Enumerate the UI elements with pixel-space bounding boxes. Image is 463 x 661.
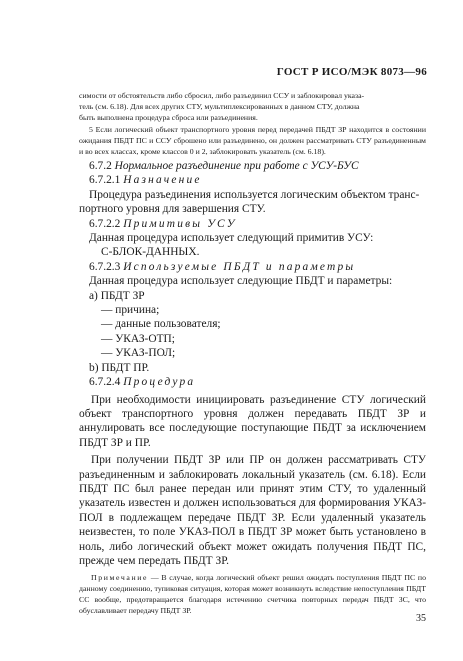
section-title: Нормальное разъединение при работе с УСУ-БУС [114, 160, 359, 172]
section-heading-6-7-2-3 [79, 260, 426, 274]
section-title: Процедура [123, 376, 196, 389]
tpdu-item-a: a) ПБДТ ЗР [89, 289, 145, 302]
tpdu-parameter: — причина; [101, 304, 160, 317]
page-number: 35 [416, 613, 426, 624]
procedure-paragraph-2: При получении ПБДТ ЗР или ПР он должен рассматривать СТУ разъединенным и заблокировать локальный указатель (см. 6.18). Если ПБДТ ПС был ранее передан или принят этим СТУ, то удаленный указатель известен и должен использоваться для формирования УКАЗ-ПОЛ в подлежащем передаче ПБДТ ЗР. Если удаленный указатель неизвестен, то поле УКАЗ-ПОЛ в ПБДТ ЗР может быть установлено в ноль, либо логический объект может ожидать получения ПБДТ ПС, прежде чем передать ПБДТ ЗР. [79, 454, 426, 567]
note-text: — В случае, когда логический объект решил ожидать поступления ПБДТ ПС по данному соединению, тупиковая ситуация, которая может возникнуть вследствие непоступления ПБДТ СС вообще, предотвращается благодаря истечению счетчика повторных передач ПБДТ ЗС, что обуславливает передачу ПБДТ ЗР. [79, 573, 426, 616]
page-header: ГОСТ Р ИСО/МЭК 8073—96 [276, 66, 427, 78]
intro-line: тель (см. 6.18). Для всех других СТУ, мультиплексированных в данном СТУ, должна [79, 102, 360, 111]
tpdu-intro: Данная процедура использует следующие ПБДТ и параметры: [89, 275, 393, 288]
procedure-paragraph-1: При необходимости инициировать разъединение СТУ логический объект транспортного уровня должен передавать ПБДТ ЗР и аннулировать все последующие поступающие ПБДТ за исключением ПБДТ ЗР и ПР. [79, 393, 426, 449]
primitives-line: Данная процедура использует следующий примитив УСУ: [89, 232, 374, 245]
tpdu-parameter: — данные пользователя; [101, 318, 221, 331]
note-5-text: 5 Если логический объект транспортного уровня перед передачей ПБДТ ЗР находится в состоянии ожидания ПБДТ ПС и ССУ сброшено или разъединено, он должен рассматривать СТУ разъединенным и во всех классах, кроме классов 0 и 2, заблокировать указатель (см. 6.18). [79, 125, 426, 156]
intro-paragraph [79, 90, 426, 123]
intro-line: быть выполнена процедура сброса или разъединения. [79, 113, 258, 122]
section-number: 6.7.2.1 [89, 174, 121, 187]
intro-line: симости от обстоятельств либо сбросил, либо разъединил ССУ и заблокировал указа- [79, 91, 365, 100]
section-number: 6.7.2.3 [89, 260, 121, 273]
tpdu-parameter: — УКАЗ-ОТП; [101, 332, 175, 345]
section-heading-6-7-2-4 [79, 375, 426, 389]
purpose-line: портного уровня для завершения СТУ. [79, 203, 266, 216]
section-number: 6.7.2 [89, 160, 112, 172]
final-note [79, 572, 426, 616]
section-heading-6-7-2 [79, 159, 426, 173]
section-number: 6.7.2.2 [89, 217, 121, 230]
page-content [79, 90, 426, 616]
note-label: Примечание [91, 573, 149, 583]
note-5 [79, 124, 426, 157]
tpdu-item-b: b) ПБДТ ПР. [89, 361, 150, 374]
primitive-item: С-БЛОК-ДАННЫХ. [101, 246, 200, 259]
section-heading-6-7-2-1 [79, 173, 426, 187]
purpose-line: Процедура разъединения используется логическим объектом транс- [89, 188, 420, 201]
section-number: 6.7.2.4 [89, 376, 121, 389]
tpdu-parameter: — УКАЗ-ПОЛ; [101, 347, 176, 360]
section-body [79, 159, 426, 568]
section-title: Используемые ПБДТ и параметры [123, 260, 356, 273]
section-heading-6-7-2-2 [79, 217, 426, 231]
section-title: Назначение [123, 174, 202, 187]
section-title: Примитивы УСУ [123, 217, 237, 230]
